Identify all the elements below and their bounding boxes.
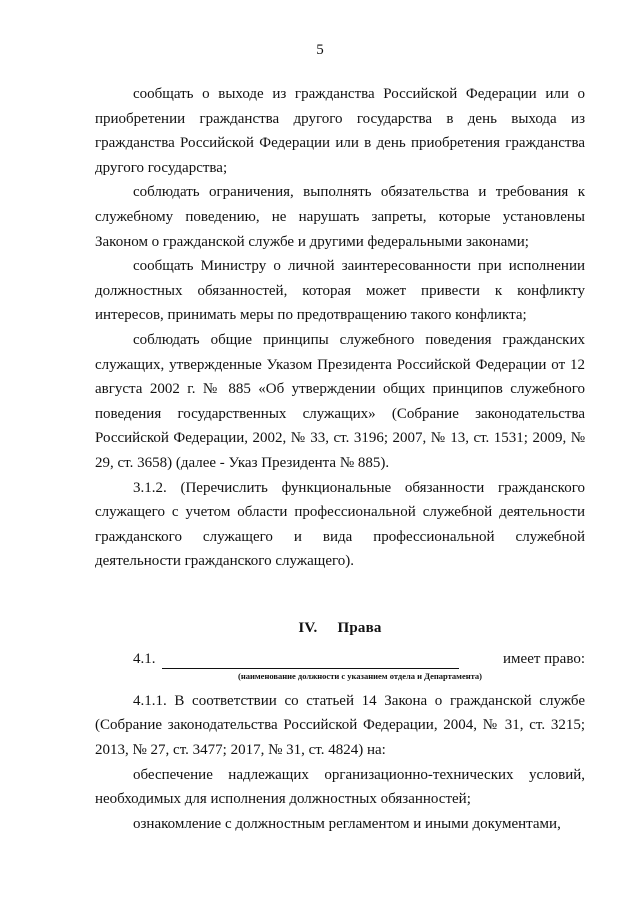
page-content <box>95 82 585 836</box>
paragraph: 3.1.2. (Перечислить функциональные обязанности гражданского служащего с учетом области профессиональной служебной деятельности гражданского служащего и вида профессиональной служебной деятельности гражданского служащего). <box>95 479 585 570</box>
paragraph: сообщать о выходе из гражданства Российской Федерации или о приобретении гражданства другого государства в день выхода из гражданства Российской Федерации или в день приобретения гражданства другого государства; <box>95 86 585 176</box>
paragraph: 4.1.1. В соответствии со статьей 14 Закона о гражданской службе (Собрание законодательства Российской Федерации, 2004, № 31, ст. 3215; 2013, № 27, ст. 3477; 2017, № 31, ст. 4824) на: <box>95 692 585 759</box>
blank-caption: (наименование должности с указанием отдела и Департамента) <box>238 670 482 681</box>
paragraph: сообщать Министру о личной заинтересованности при исполнении должностных обязанностей, которая может привести к конфликту интересов, принимать меры по предотвращению такого конфликта; <box>95 258 585 324</box>
paragraph: обеспечение надлежащих организационно-технических условий, необходимых для исполнения должностных обязанностей; <box>95 766 585 808</box>
section-number: IV. <box>298 619 318 636</box>
section-heading <box>95 620 585 637</box>
page-number: 5 <box>316 42 324 58</box>
fill-in-blank-line <box>162 653 460 669</box>
section-title: Права <box>337 619 382 636</box>
paragraph: ознакомление с должностным регламентом и иными документами, <box>133 815 561 832</box>
paragraph: соблюдать ограничения, выполнять обязательства и требования к служебному поведению, не нарушать запреты, которые установлены Законом о гражданской службе и другими федеральными законами; <box>95 184 585 250</box>
clause-prefix: 4.1. <box>133 650 156 667</box>
paragraph: соблюдать общие принципы служебного поведения гражданских служащих, утвержденные Указом Президента Российской Федерации от 12 августа 2002 г. № 885 «Об утверждении общих принципов служебного поведения государственных служащих» (Собрание законодательства Российской Федерации, 2002, № 33, ст. 3196; 2007, № 13, ст. 1531; 2009, № 29, ст. 3658) (далее - Указ Президента № 885). <box>95 331 585 471</box>
clause-4-1 <box>95 649 585 669</box>
clause-suffix: имеет право: <box>503 650 585 667</box>
